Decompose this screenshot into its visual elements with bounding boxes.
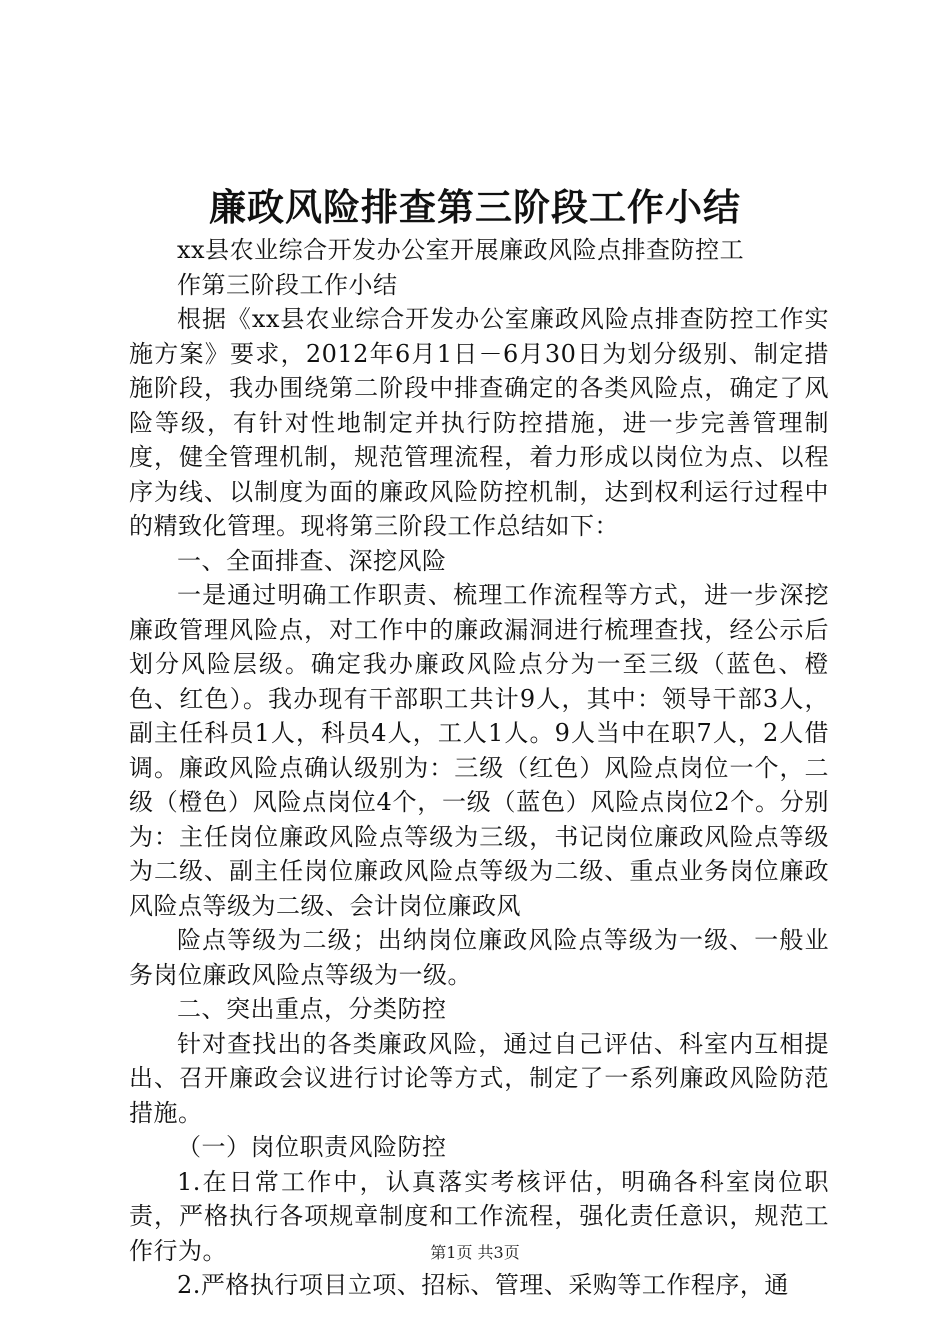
page-footer: 第1页 共3页 xyxy=(430,1243,520,1262)
document-body xyxy=(129,233,829,1303)
paragraph-risk-levels: 一是通过明确工作职责、梳理工作流程等方式，进一步深挖廉政管理风险点，对工作中的廉政漏洞进行梳理查找，经公示后划分风险层级。确定我办廉政风险点分为一至三级（蓝色、橙色、红色）。我办现有干部职工共计9人，其中：领导干部3人，副主任科员1人，科员4人，工人1人。9人当中在职7人，2人借调。廉政风险点确认级别为：三级（红色）风险点岗位一个，二级（橙色）风险点岗位4个，一级（蓝色）风险点岗位2个。分别为：主任岗位廉政风险点等级为三级，书记岗位廉政风险点等级为二级、副主任岗位廉政风险点等级为二级、重点业务岗位廉政风险点等级为二级、会计岗位廉政风 xyxy=(129,581,829,920)
section-heading-2: 二、突出重点，分类防控 xyxy=(177,995,447,1023)
section-heading-1: 一、全面排查、深挖风险 xyxy=(177,546,447,575)
paragraph-risk-levels-cont: 险点等级为二级；出纳岗位廉政风险点等级为一级、一般业务岗位廉政风险点等级为一级。 xyxy=(129,926,829,989)
list-item-2: 2.严格执行项目立项、招标、管理、采购等工作程序，通 xyxy=(177,1271,789,1299)
list-item-1: 1.在日常工作中，认真落实考核评估，明确各科室岗位职责，严格执行各项规章制度和工作流程，强化责任意识，规范工作行为。 xyxy=(129,1167,829,1265)
subtitle-line-1: xx县农业综合开发办公室开展廉政风险点排查防控工 xyxy=(177,236,745,264)
subsection-heading-1: （一）岗位职责风险防控 xyxy=(177,1133,447,1161)
paragraph-intro: 根据《xx县农业综合开发办公室廉政风险点排查防控工作实施方案》要求，2012年6月1日－6月30日为划分级别、制定措施阶段，我办围绕第二阶段中排查确定的各类风险点，确定了风险等级，有针对性地制定并执行防控措施，进一步完善管理制度，健全管理机制，规范管理流程，着力形成以岗位为点、以程序为线、以制度为面的廉政风险防控机制，达到权利运行过程中的精致化管理。现将第三阶段工作总结如下： xyxy=(129,305,829,540)
document-title: 廉政风险排查第三阶段工作小结 xyxy=(209,186,741,229)
paragraph-measures: 针对查找出的各类廉政风险，通过自己评估、科室内互相提出、召开廉政会议进行讨论等方式，制定了一系列廉政风险防范措施。 xyxy=(129,1029,829,1127)
subtitle-line-2: 作第三阶段工作小结 xyxy=(177,270,398,299)
